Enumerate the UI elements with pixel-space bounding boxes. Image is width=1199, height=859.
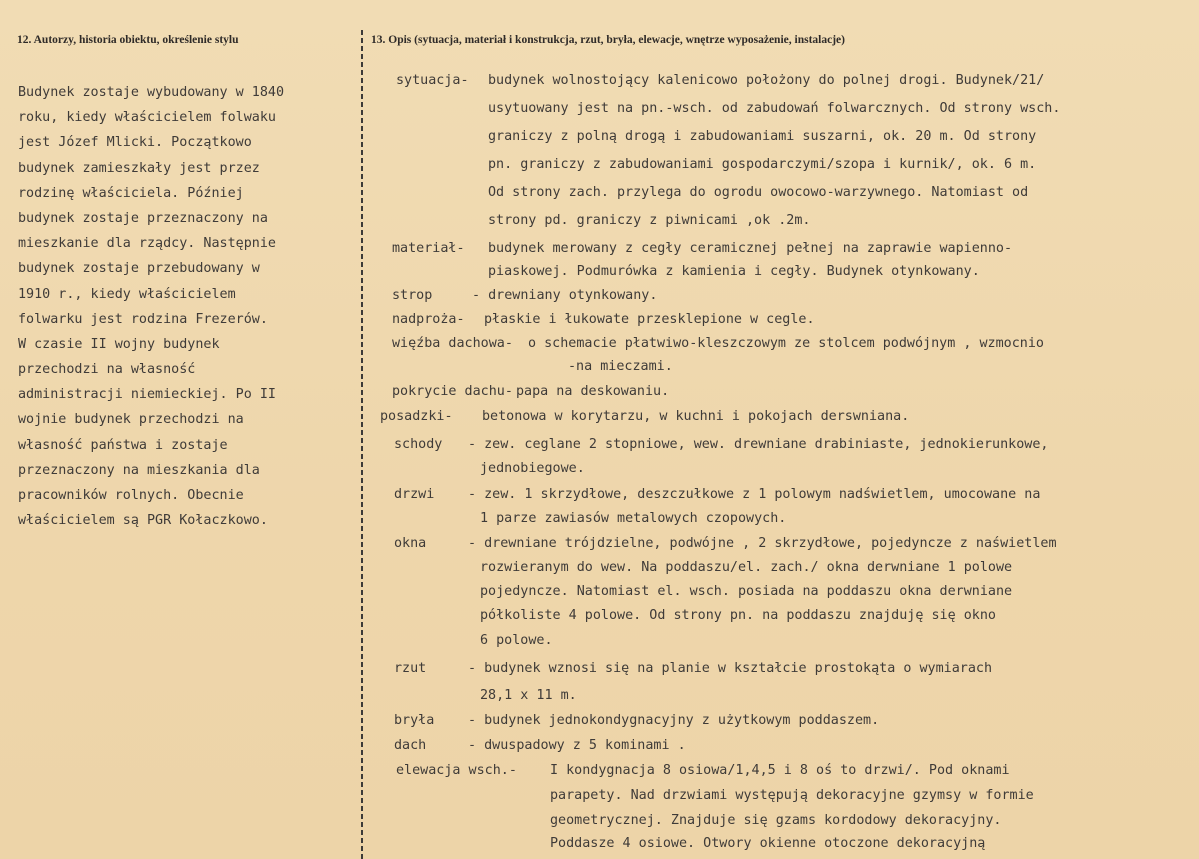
row-text: - budynek wznosi się na planie w kształcie prostokąta o wymiarach [468,661,993,676]
row-text: papa na deskowaniu. [516,384,670,399]
history-line: jest Józef Mlicki. Początkowo [18,135,252,151]
history-line: budynek zamieszkały jest przez [18,160,260,176]
history-line: przechodzi na własność [18,362,196,378]
row-text: budynek merowany z cegły ceramicznej pełnej na zaprawie wapienno- [488,241,1013,256]
row-text: - dwuspadowy z 5 kominami . [468,738,686,753]
history-line: własność państwa i zostaje [18,437,228,453]
row-text: usytuowany jest na pn.-wsch. od zabudowań folwarcznych. Od strony wsch. [488,101,1061,116]
history-line: wojnie budynek przechodzi na [18,412,244,428]
row-label: okna [394,536,427,551]
history-line: przeznaczony na mieszkania dla [18,462,260,478]
row-label: dach [394,738,427,753]
row-text: piaskowej. Podmurówka z kamienia i cegły. Budynek otynkowany. [488,264,980,279]
row-text: rozwieranym do wew. Na poddaszu/el. zach./ okna derwniane 1 polowe [480,560,1013,575]
row-text: - budynek jednokondygnacyjny z użytkowym poddaszem. [468,713,880,728]
row-text: parapety. Nad drzwiami występują dekoracyjne gzymsy w formie [550,788,1034,803]
row-label: pokrycie dachu- [392,384,513,399]
row-label: drzwi [394,487,435,502]
row-text: strony pd. graniczy z piwnicami ,ok .2m. [488,213,811,228]
history-line: W czasie II wojny budynek [18,336,220,352]
history-line: budynek zostaje przeznaczony na [18,210,268,226]
section-13-header: 13. Opis (sytuacja, materiał i konstrukcja, rzut, bryła, elewacje, wnętrze wyposażenie, instalacje) [371,34,845,46]
row-text: 1 parze zawiasów metalowych czopowych. [480,511,787,526]
history-line: 1910 r., kiedy właścicielem [18,286,236,302]
history-line: budynek zostaje przebudowany w [18,261,260,277]
row-text: pn. graniczy z zabudowaniami gospodarczymi/szopa i kurnik/, ok. 6 m. [488,157,1037,172]
history-line: właścicielem są PGR Kołaczkowo. [18,513,268,529]
row-text: graniczy z polną drogą i zabudowaniami suszarni, ok. 20 m. Od strony [488,129,1037,144]
row-label: materiał- [392,241,465,256]
row-text: -na mieczami. [568,359,673,374]
row-text: o schemacie płatwiwo-kleszczowym ze stolcem podwójnym , wzmocnio [528,336,1044,351]
row-label: strop [392,288,433,303]
history-line: administracji niemieckiej. Po II [18,387,276,403]
row-text: 6 polowe. [480,633,553,648]
row-text: Poddasze 4 osiowe. Otwory okienne otoczone dekoracyjną [550,836,986,851]
row-text: 28,1 x 11 m. [480,688,577,703]
row-text: betonowa w korytarzu, w kuchni i pokojach derswniana. [482,409,910,424]
row-label: posadzki- [380,409,453,424]
row-text: pojedyncze. Natomiast el. wsch. posiada na poddaszu okna derwniane [480,584,1013,599]
row-text: płaskie i łukowate przesklepione w cegle. [484,312,815,327]
row-label: rzut [394,661,427,676]
row-text: budynek wolnostojący kalenicowo położony do polnej drogi. Budynek/21/ [488,73,1045,88]
history-line: roku, kiedy właścicielem folwaku [18,110,276,126]
row-text: Od strony zach. przylega do ogrodu owocowo-warzywnego. Natomiast od [488,185,1029,200]
row-label: sytuacja- [396,73,469,88]
row-text: - zew. ceglane 2 stopniowe, wew. drewniane drabiniaste, jednokierunkowe, [468,437,1049,452]
history-line: mieszkanie dla rządcy. Następnie [18,236,276,252]
row-text: - drewniane trójdzielne, podwójne , 2 skrzydłowe, pojedyncze z naświetlem [468,536,1057,551]
history-line: pracowników rolnych. Obecnie [18,488,244,503]
row-text: jednobiegowe. [480,461,585,476]
section-12-header: 12. Autorzy, historia obiektu, określenie stylu [17,34,239,46]
history-line: Budynek zostaje wybudowany w 1840 [18,85,285,100]
history-line: rodzinę właściciela. Później [18,185,244,201]
row-label: elewacja wsch.- [396,763,517,778]
row-text: - drewniany otynkowany. [472,288,658,303]
row-label: nadproża- [392,312,465,327]
row-text: geometrycznej. Znajduje się gzams kordodowy dekoracyjny. [550,813,1002,828]
row-text: I kondygnacja 8 osiowa/1,4,5 i 8 oś to drzwi/. Pod oknami [550,763,1010,778]
row-text: półkoliste 4 polowe. Od strony pn. na poddaszu znajduję się okno [480,608,996,623]
row-label: bryła [394,713,435,728]
row-label: więźba dachowa- [392,336,513,351]
row-text: - zew. 1 skrzydłowe, deszczułkowe z 1 polowym nadświetlem, umocowane na [468,487,1041,502]
history-line: folwarku jest rodzina Frezerów. [18,311,268,327]
row-label: schody [394,437,443,452]
